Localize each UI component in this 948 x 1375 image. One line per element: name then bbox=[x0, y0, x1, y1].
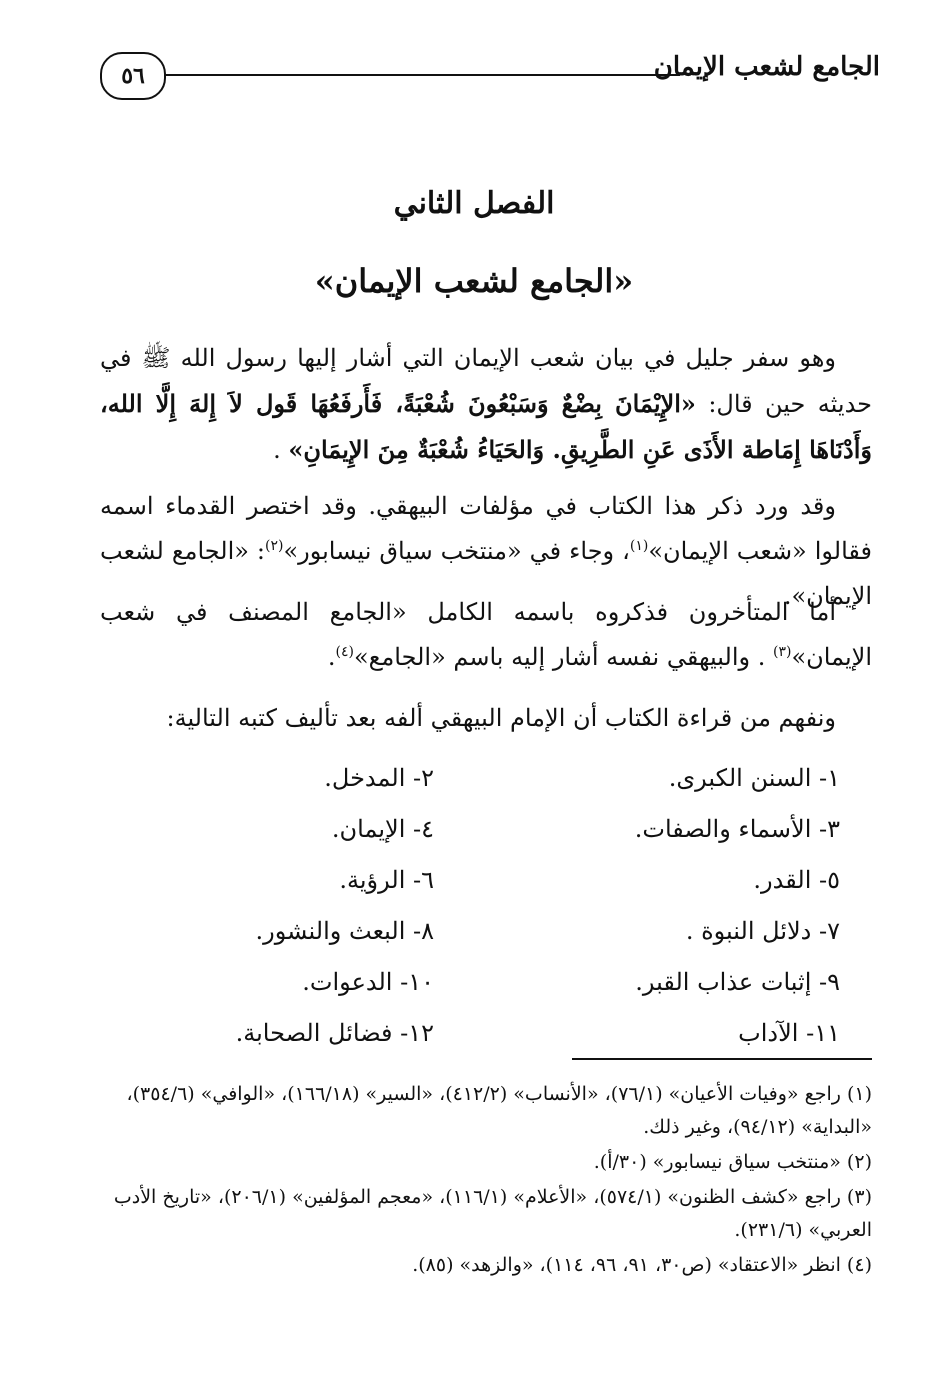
list-row bbox=[120, 956, 840, 1007]
chapter-title: الفصل الثاني bbox=[393, 186, 555, 221]
footnote-1: (١) راجع «وفيات الأعيان» (٧٦/١)، «الأنساب» (٤١٢/٢)، «السير» (١٦٦/١٨)، «الوافي» (٣٥٤/٦)، «البداية» (٩٤/١٢)، وغير ذلك. bbox=[126, 1083, 872, 1138]
list-item: ٥- القدر. bbox=[753, 865, 840, 894]
list-item: ٦- الرؤية. bbox=[339, 865, 434, 894]
page-number-text: ٥٦ bbox=[121, 63, 145, 89]
paragraph-text: ، وجاء في «منتخب سياق نيسابور» bbox=[283, 537, 630, 565]
list-item: ١١- الآداب bbox=[738, 1018, 840, 1047]
footnote-ref-4[interactable]: (٤) bbox=[335, 644, 354, 660]
header-rule bbox=[160, 74, 680, 76]
list-item: ٨- البعث والنشور. bbox=[255, 916, 434, 945]
paragraph-text: . bbox=[327, 643, 336, 671]
list-row bbox=[120, 854, 840, 905]
page-number bbox=[100, 52, 166, 100]
paragraph-text: أما المتأخرون فذكروه باسمه الكامل «الجامع المصنف في شعب الإيمان» bbox=[100, 598, 872, 671]
list-row bbox=[120, 803, 840, 854]
list-item: ٣- الأسماء والصفات. bbox=[634, 814, 840, 843]
hadith-quote: «الإِيْمَانَ بِضْعٌ وَسَبْعُونَ شُعْبَةً، فَأَرفَعُهَا قَول لاَ إِلهَ إِلَّا الله، وَأَدْنَاهَا إِمَاطة الأَذَى عَنِ الطَّرِيقِ. وَالحَيَاءُ شُعْبَةٌ مِنَ الإِيمَانِ» bbox=[100, 389, 872, 464]
footnote-ref-3[interactable]: (٣) bbox=[773, 644, 792, 660]
works-list bbox=[120, 752, 840, 1058]
paragraph-list-intro: ونفهم من قراءة الكتاب أن الإمام البيهقي ألفه بعد تأليف كتبه التالية: bbox=[166, 704, 836, 732]
list-item: ٩- إثبات عذاب القبر. bbox=[635, 967, 840, 996]
list-row bbox=[120, 905, 840, 956]
footnotes bbox=[96, 1078, 872, 1284]
footnote-4: (٤) انظر «الاعتقاد» (ص٣٠، ٩١، ٩٦، ١١٤)، «والزهد» (٨٥). bbox=[412, 1254, 872, 1276]
list-item: ١٠- الدعوات. bbox=[302, 967, 434, 996]
list-item: ٢- المدخل. bbox=[324, 763, 434, 792]
footnote-3: (٣) راجع «كشف الظنون» (٥٧٤/١)، «الأعلام» (١١٦/١)، «معجم المؤلفين» (٢٠٦/١)، «تاريخ الأدب العربي» (٢٣١/٦). bbox=[113, 1186, 872, 1241]
footnote-ref-1[interactable]: (١) bbox=[629, 538, 649, 554]
chapter-subtitle: «الجامع لشعب الإيمان» bbox=[314, 262, 634, 300]
footnote-ref-2[interactable]: (٢) bbox=[264, 538, 284, 554]
paragraph-text: . bbox=[273, 436, 289, 464]
paragraph-intro bbox=[100, 336, 872, 473]
paragraph-text: وقد ورد ذكر هذا الكتاب في مؤلفات البيهقي. وقد اختصر القدماء اسمه فقالوا «شعب الإيمان» bbox=[100, 492, 872, 565]
paragraph-text: . والبيهقي نفسه أشار إليه باسم «الجامع» bbox=[353, 643, 773, 671]
footnote-divider bbox=[572, 1058, 872, 1060]
list-row bbox=[120, 1007, 840, 1058]
paragraph-later-names bbox=[100, 590, 872, 680]
list-row bbox=[120, 752, 840, 803]
paragraph-text: : «الجامع لشعب الإيمان». bbox=[100, 537, 872, 610]
list-item: ١- السنن الكبرى. bbox=[668, 763, 840, 792]
paragraph-text: وهو سفر جليل في بيان شعب الإيمان التي أشار إليها رسول الله ﷺ في حديثه حين قال: bbox=[100, 344, 873, 418]
running-title: الجامع لشعب الإيمان bbox=[653, 52, 880, 82]
list-item: ٤- الإيمان. bbox=[331, 814, 434, 843]
list-item: ١٢- فضائل الصحابة. bbox=[235, 1018, 434, 1047]
footnote-2: (٢) «منتخب سياق نيسابور» (٣٠/أ). bbox=[593, 1151, 872, 1173]
list-item: ٧- دلائل النبوة . bbox=[685, 916, 840, 945]
page-header bbox=[70, 46, 880, 106]
